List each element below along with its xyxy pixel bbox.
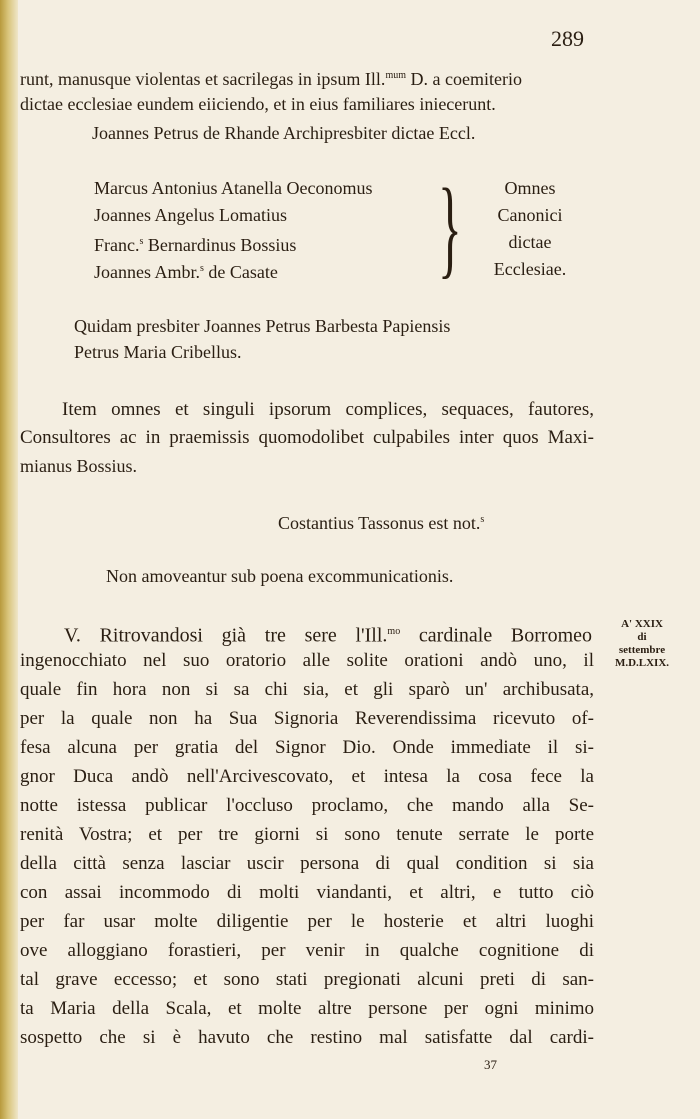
paragraph-line: con assai incommodo di molti viandanti, et altri, e tutto ciò — [20, 882, 594, 903]
text-line — [20, 66, 522, 89]
text-fragment: D. a coemiterio — [406, 69, 522, 89]
canon-group-label: Canonici — [497, 205, 563, 225]
text-line: Consultores ac in praemissis quomodolibet culpabiles inter quos Maxi- — [20, 427, 594, 448]
archpriest-line: Joannes Petrus de Rhande Archipresbiter dictae Eccl. — [92, 123, 476, 143]
curly-brace-icon: } — [438, 166, 462, 288]
page-edge-shadow — [0, 0, 18, 1119]
paragraph-line: notte istessa publicar l'occluso proclamo, che mando alla Se- — [20, 795, 594, 816]
notary-line — [278, 510, 484, 533]
text-fragment: Costantius Tassonus est not. — [278, 513, 481, 533]
canon-name: Marcus Antonius Atanella Oeconomus — [94, 178, 373, 198]
paragraph-line: fesa alcuna per gratia del Signor Dio. Onde immediate il si- — [20, 737, 594, 758]
text-line: Petrus Maria Cribellus. — [74, 342, 242, 362]
superscript: s — [480, 514, 485, 525]
superscript: mum — [385, 70, 406, 81]
margin-note-line: settembre — [618, 644, 666, 656]
paragraph-line: per far usar molte diligentie per le hosterie et altri luoghi — [20, 911, 594, 932]
text-fragment: cardinale Borromeo — [400, 624, 593, 647]
margin-note-line: A' XXIX — [621, 618, 663, 630]
margin-date-note — [604, 618, 680, 670]
paragraph-line: tal grave eccesso; et sono stati pregionati alcuni preti di san- — [20, 969, 594, 990]
paragraph-line: della città senza lasciar uscir persona di qual condition si sia — [20, 853, 594, 874]
text-fragment: Bernardinus Bossius — [143, 235, 297, 255]
text-line: Item omnes et singuli ipsorum complices, sequaces, fautores, — [62, 399, 594, 420]
superscript: s — [200, 263, 204, 274]
paragraph-line: renità Vostra; et per tre giorni si sono tenute serrate le porte — [20, 824, 594, 845]
canon-name — [94, 259, 278, 282]
canon-group-label: Ecclesiae. — [493, 259, 567, 279]
paragraph-line: ta Maria della Scala, et molte altre persone per ogni minimo — [20, 998, 594, 1019]
text-line: Quidam presbiter Joannes Petrus Barbesta Papiensis — [74, 316, 451, 336]
margin-note-line: M.D.LXIX. — [614, 657, 670, 669]
canon-name — [94, 232, 296, 255]
page-number: 289 — [551, 26, 584, 51]
text-fragment: de Casate — [203, 262, 278, 282]
paragraph-line: quale fin hora non si sa chi sia, et gli sparò un' archibusata, — [20, 679, 594, 700]
margin-note-line: di — [637, 631, 647, 643]
paragraph-first-line — [64, 622, 592, 646]
signature-mark: 37 — [484, 1057, 497, 1072]
text-line: dictae ecclesiae eundem eiiciendo, et in eius familiares iniecerunt. — [20, 94, 496, 114]
text-fragment: V. Ritrovandosi già tre sere l'Ill. — [64, 624, 388, 647]
canon-group-label: dictae — [508, 232, 552, 252]
canon-name: Joannes Angelus Lomatius — [94, 205, 287, 225]
admonition-line: Non amoveantur sub poena excommunicationis. — [106, 566, 454, 586]
paragraph-line: ove alloggiano forastieri, per venir in qualche cognitione di — [20, 940, 594, 961]
canon-group-label: Omnes — [504, 178, 556, 198]
superscript: s — [139, 236, 144, 247]
paragraph-line: per la quale non ha Sua Signoria Reverendissima ricevuto of- — [20, 708, 594, 729]
text-fragment: runt, manusque violentas et sacrilegas in ipsum Ill. — [20, 69, 386, 89]
superscript: mo — [387, 626, 401, 637]
text-fragment: Franc. — [94, 235, 140, 255]
text-line: mianus Bossius. — [20, 456, 138, 476]
paragraph-line: gnor Duca andò nell'Arcivescovato, et intesa la cosa fece la — [20, 766, 594, 787]
paragraph-line: sospetto che si è havuto che restino mal satisfatte dal cardi- — [20, 1027, 594, 1048]
text-fragment: Joannes Ambr. — [94, 262, 200, 282]
paragraph-line: ingenocchiato nel suo oratorio alle solite orationi andò uno, il — [20, 650, 594, 671]
